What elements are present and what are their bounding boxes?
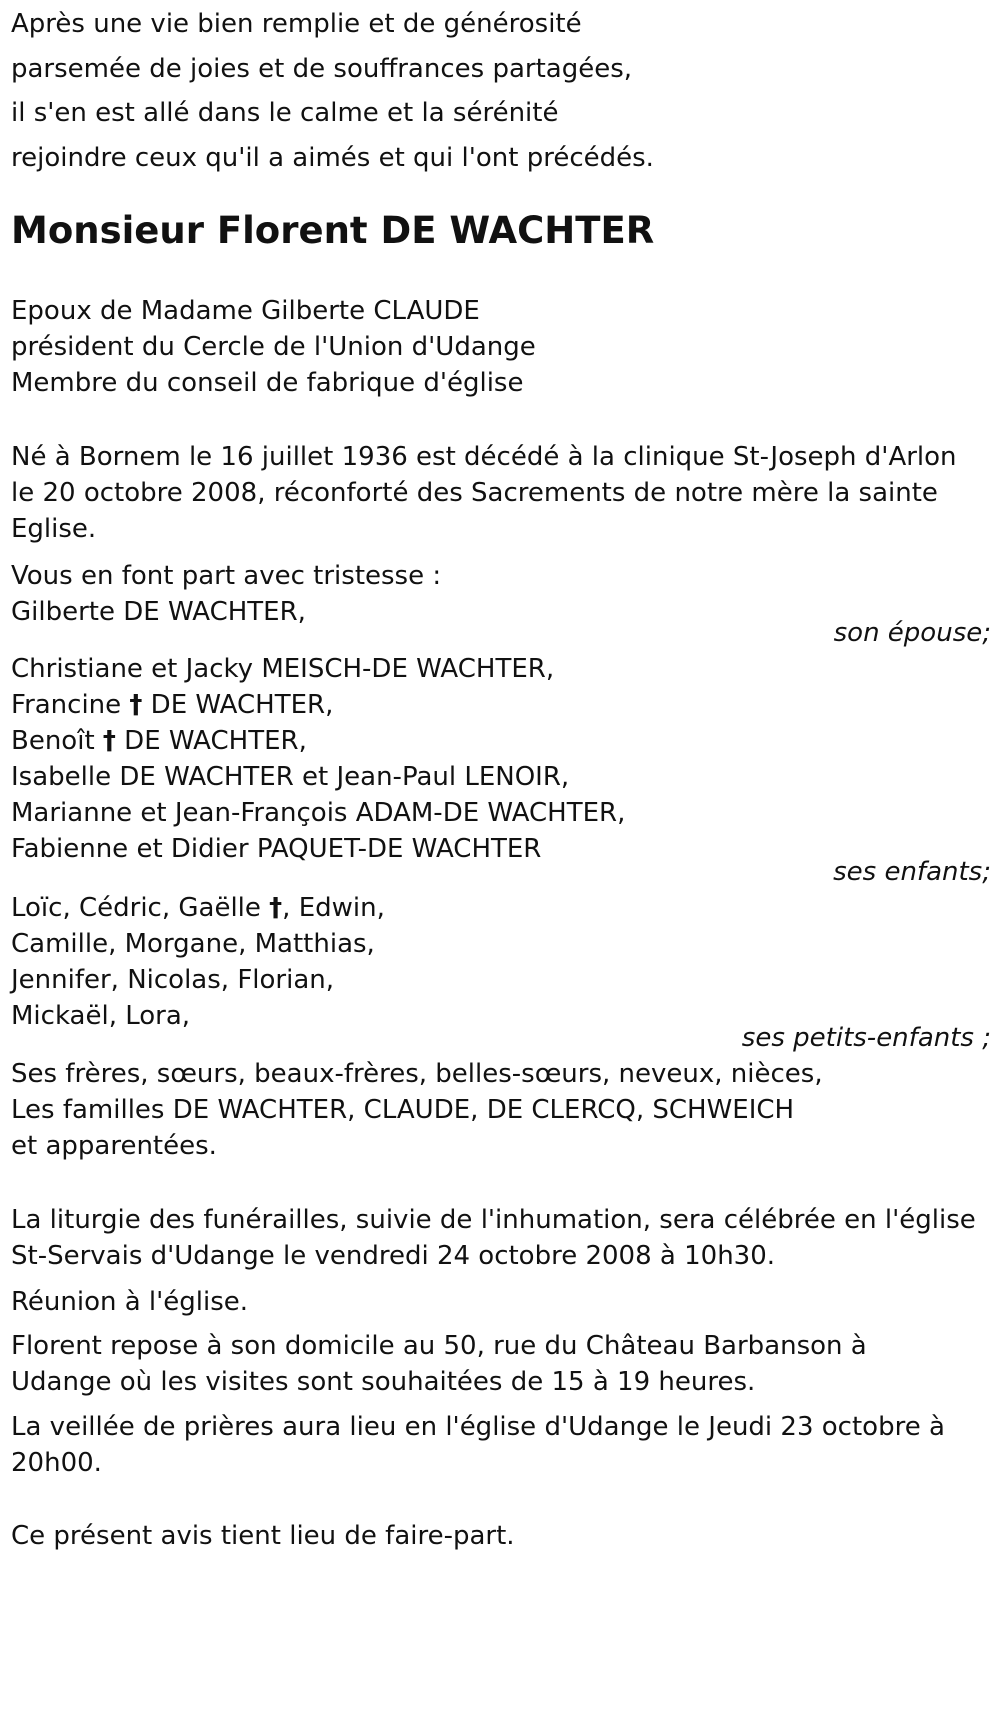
- child-text: Isabelle DE WACHTER et Jean-Paul LENOIR,: [11, 762, 570, 792]
- intro-line: parsemée de joies et de souffrances partagées,: [11, 54, 633, 84]
- announcement: Vous en font part avec tristesse :: [11, 561, 442, 591]
- spouse-role: son épouse;: [833, 618, 991, 648]
- children-role: ses enfants;: [833, 857, 991, 887]
- child-text: DE WACHTER,: [115, 726, 307, 756]
- funeral-line: La liturgie des funérailles, suivie de l'inhumation, sera célébrée en l'église: [11, 1205, 976, 1235]
- birth-death-line: Eglise.: [11, 514, 97, 544]
- grandchild-text: , Edwin,: [282, 893, 385, 923]
- child-text: Benoît: [11, 726, 103, 756]
- child-text: Fabienne et Didier PAQUET-DE WACHTER: [11, 834, 542, 864]
- title-line: Membre du conseil de fabrique d'église: [11, 368, 524, 398]
- grandchildren-role: ses petits-enfants ;: [741, 1023, 991, 1053]
- grandchild-text: Loïc, Cédric, Gaëlle: [11, 893, 270, 923]
- grandchild-line: [11, 929, 375, 959]
- rest-line: Udange où les visites sont souhaitées de 15 à 19 heures.: [11, 1367, 756, 1397]
- grandchild-text: Mickaël, Lora,: [11, 1001, 191, 1031]
- child-text: Marianne et Jean-François ADAM-DE WACHTER,: [11, 798, 626, 828]
- cross-icon: †: [269, 893, 283, 923]
- child-line: [11, 654, 554, 684]
- cross-icon: †: [129, 690, 143, 720]
- family-line: et apparentées.: [11, 1131, 217, 1161]
- funeral-line: St-Servais d'Udange le vendredi 24 octobre 2008 à 10h30.: [11, 1241, 776, 1271]
- spouse-name: Gilberte DE WACHTER,: [11, 597, 306, 627]
- child-line: [11, 726, 307, 756]
- closing-line: Ce présent avis tient lieu de faire-part.: [11, 1521, 515, 1551]
- grandchild-text: Jennifer, Nicolas, Florian,: [11, 965, 334, 995]
- grandchild-line: [11, 965, 334, 995]
- child-text: Francine: [11, 690, 130, 720]
- child-line: [11, 762, 569, 792]
- intro-line: il s'en est allé dans le calme et la sérénité: [11, 98, 559, 128]
- family-line: Les familles DE WACHTER, CLAUDE, DE CLERCQ, SCHWEICH: [11, 1095, 795, 1125]
- deceased-name: Monsieur Florent DE WACHTER: [11, 209, 655, 252]
- grandchild-line: [11, 1001, 190, 1031]
- title-line: président du Cercle de l'Union d'Udange: [11, 332, 536, 362]
- child-line: [11, 798, 625, 828]
- intro-line: Après une vie bien remplie et de générosité: [11, 9, 582, 39]
- birth-death-line: Né à Bornem le 16 juillet 1936 est décédé à la clinique St-Joseph d'Arlon: [11, 442, 957, 472]
- intro-line: rejoindre ceux qu'il a aimés et qui l'ont précédés.: [11, 143, 654, 173]
- title-line: Epoux de Madame Gilberte CLAUDE: [11, 296, 480, 326]
- birth-death-line: le 20 octobre 2008, réconforté des Sacrements de notre mère la sainte: [11, 478, 938, 508]
- vigil-line: 20h00.: [11, 1448, 102, 1478]
- child-text: DE WACHTER,: [142, 690, 334, 720]
- grandchild-text: Camille, Morgane, Matthias,: [11, 929, 375, 959]
- family-line: Ses frères, sœurs, beaux-frères, belles-sœurs, neveux, nièces,: [11, 1059, 823, 1089]
- child-line: [11, 834, 541, 864]
- cross-icon: †: [102, 726, 116, 756]
- meeting-line: Réunion à l'église.: [11, 1287, 249, 1317]
- vigil-line: La veillée de prières aura lieu en l'église d'Udange le Jeudi 23 octobre à: [11, 1412, 945, 1442]
- grandchild-line: [11, 893, 385, 923]
- child-line: [11, 690, 333, 720]
- child-text: Christiane et Jacky MEISCH-DE WACHTER,: [11, 654, 555, 684]
- rest-line: Florent repose à son domicile au 50, rue du Château Barbanson à: [11, 1331, 867, 1361]
